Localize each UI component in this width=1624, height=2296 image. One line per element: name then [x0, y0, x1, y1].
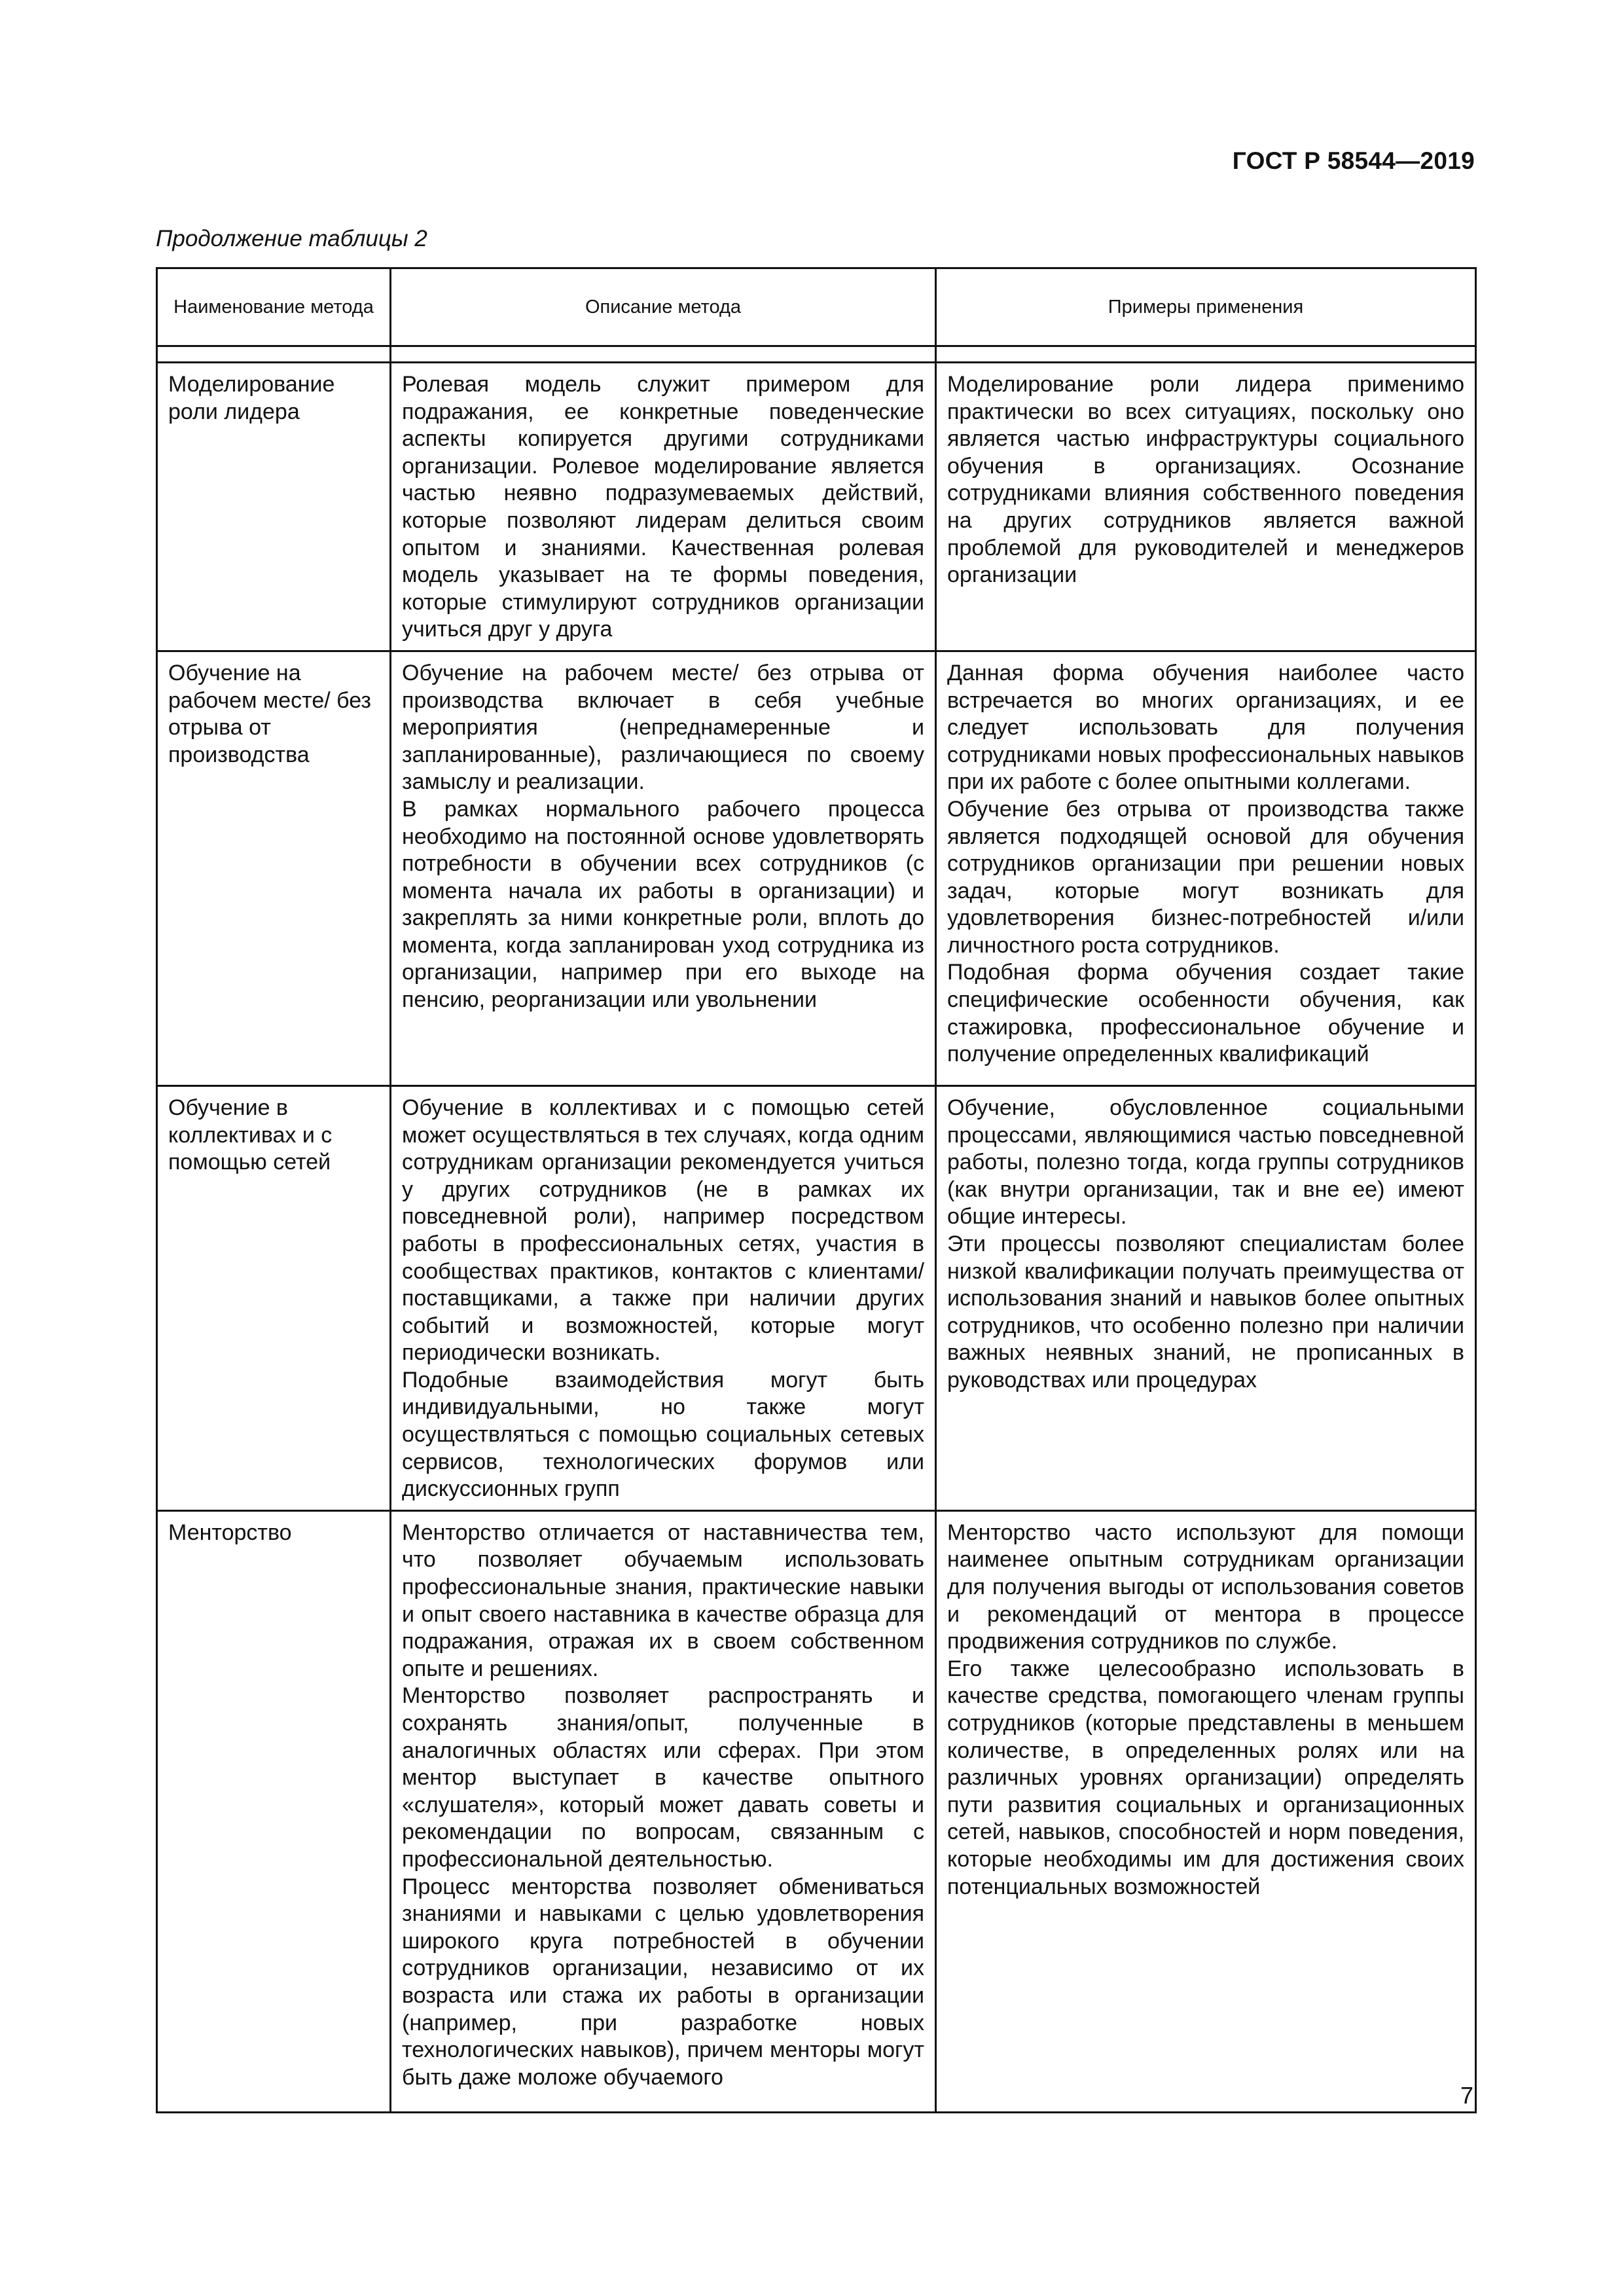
- header-separator-row: [157, 346, 1476, 363]
- header-separator-cell: [936, 346, 1476, 363]
- description-paragraph: Процесс менторства позволяет обмениваться знаниями и навыками с целью удовлетворения широкого круга потребностей в обучении сотрудников организации, независимо от их возраста или стажа их работы в организации (например, при разработке новых технологических навыков), причем менторы могут быть даже моложе обучаемого: [402, 1874, 924, 2090]
- table-caption: Продолжение таблицы 2: [156, 226, 427, 251]
- method-name-cell: [157, 363, 391, 651]
- method-description-cell: [391, 1510, 936, 2112]
- description-paragraph: Обучение на рабочем месте/ без отрыва от производства включает в себя учебные мероприятия (непреднамеренные и запланированные), различающиеся по своему замыслу и реализации.: [402, 660, 924, 795]
- table-row-mentoring: [157, 1510, 1476, 2112]
- application-examples-cell: [936, 1085, 1476, 1510]
- method-name-cell: [157, 1510, 391, 2112]
- table-row-on-the-job-training: [157, 651, 1476, 1085]
- description-paragraph: В рамках нормального рабочего процесса необходимо на постоянной основе удовлетворять потребности в обучении всех сотрудников (с момента начала их работы в организации) и закреплять за ними конкретные роли, вплоть до момента, когда запланирован уход сотрудника из организации, например при его выходе на пенсию, реорганизации или увольнении: [402, 796, 924, 1013]
- column-header-method-name: Наименование метода: [157, 268, 391, 346]
- method-name: Менторство: [168, 1520, 292, 1545]
- examples-paragraph: Его также целесообразно использовать в качестве средства, помогающего членам группы сотрудников (которые представлены в меньшем количестве, в определенных ролях или на различных уровнях организации) определять пути развития социальных и организационных сетей, навыков, способностей и норм поведения, которые необходимы им для достижения своих потенциальных возможностей: [947, 1656, 1464, 1899]
- header-separator-cell: [157, 346, 391, 363]
- standard-code: ГОСТ Р 58544—2019: [1232, 147, 1475, 174]
- examples-paragraph: Менторство часто используют для помощи наименее опытным сотрудникам организации для получения выгоды от использования советов и рекомендаций от ментора в процессе продвижения сотрудников по службе.: [947, 1520, 1464, 1654]
- description-paragraph: Менторство позволяет распространять и сохранять знания/опыт, полученные в аналогичных областях или сферах. При этом ментор выступает в качестве опытного «слушателя», который может давать советы и рекомендации по вопросам, связанным с профессиональной деятельностью.: [402, 1683, 924, 1872]
- method-description-cell: [391, 363, 936, 651]
- method-name: Обучение на рабочем месте/ без отрыва от производства: [168, 660, 372, 767]
- description-paragraph: Подобные взаимодействия могут быть индивидуальными, но также могут осуществляться с помощью социальных сетевых сервисов, технологических форумов или дискуссионных групп: [402, 1367, 924, 1502]
- header-separator-cell: [391, 346, 936, 363]
- page-number: 7: [1460, 2082, 1473, 2109]
- methods-table: [156, 267, 1477, 2113]
- method-name-cell: [157, 651, 391, 1085]
- table-row-team-and-network-learning: [157, 1085, 1476, 1510]
- description-paragraph: Ролевая модель служит примером для подражания, ее конкретные поведенческие аспекты копируется другими сотрудниками организации. Ролевое моделирование является частью неявно подразумеваемых действий, которые позволяют лидерам делиться своим опытом и знаниями. Качественная ролевая модель указывает на те формы поведения, которые стимулируют сотрудников организации учиться друг у друга: [402, 372, 924, 642]
- column-header-application-examples: Примеры применения: [936, 268, 1476, 346]
- method-name: Моделирование роли лидера: [168, 372, 335, 424]
- method-name-cell: [157, 1085, 391, 1510]
- examples-paragraph: Данная форма обучения наиболее часто встречается во многих организациях, и ее следует использовать для получения сотрудниками новых профессиональных навыков при их работе с более опытными коллегами.: [947, 660, 1464, 795]
- application-examples-cell: [936, 651, 1476, 1085]
- examples-paragraph: Моделирование роли лидера применимо практически во всех ситуациях, поскольку оно является частью инфраструктуры социального обучения в организациях. Осознание сотрудниками влияния собственного поведения на других сотрудников является важной проблемой для руководителей и менеджеров организации: [947, 372, 1464, 588]
- examples-paragraph: Подобная форма обучения создает такие специфические особенности обучения, как стажировка, профессиональное обучение и получение определенных квалификаций: [947, 960, 1464, 1067]
- column-header-method-description: Описание метода: [391, 268, 936, 346]
- method-name: Обучение в коллективах и с помощью сетей: [168, 1095, 333, 1175]
- examples-paragraph: Обучение, обусловленное социальными процессами, являющимися частью повседневной работы, полезно тогда, когда группы сотрудников (как внутри организации, так и вне ее) имеют общие интересы.: [947, 1095, 1464, 1230]
- description-paragraph: Менторство отличается от наставничества тем, что позволяет обучаемым использовать профессиональные знания, практические навыки и опыт своего наставника в качестве образца для подражания, отражая их в своем собственном опыте и решениях.: [402, 1520, 924, 1681]
- table-header-row: [157, 268, 1476, 346]
- methods-table-container: [156, 267, 1475, 2113]
- description-paragraph: Обучение в коллективах и с помощью сетей может осуществляться в тех случаях, когда одним сотрудникам организации рекомендуется учиться у других сотрудников (не в рамках их повседневной роли), например посредством работы в профессиональных сетях, участия в сообществах практиков, контактов с клиентами/поставщиками, а также при наличии других событий и возможностей, которые могут периодически возникать.: [402, 1095, 924, 1366]
- method-description-cell: [391, 1085, 936, 1510]
- examples-paragraph: Обучение без отрыва от производства также является подходящей основой для обучения сотрудников организации при решении новых задач, которые могут возникать для удовлетворения бизнес-потребностей и/или личностного роста сотрудников.: [947, 796, 1464, 958]
- table-row-leader-role-modeling: [157, 363, 1476, 651]
- application-examples-cell: [936, 1510, 1476, 2112]
- method-description-cell: [391, 651, 936, 1085]
- examples-paragraph: Эти процессы позволяют специалистам более низкой квалификации получать преимущества от использования знаний и навыков более опытных сотрудников, что особенно полезно при наличии важных неявных знаний, не прописанных в руководствах или процедурах: [947, 1231, 1464, 1393]
- application-examples-cell: [936, 363, 1476, 651]
